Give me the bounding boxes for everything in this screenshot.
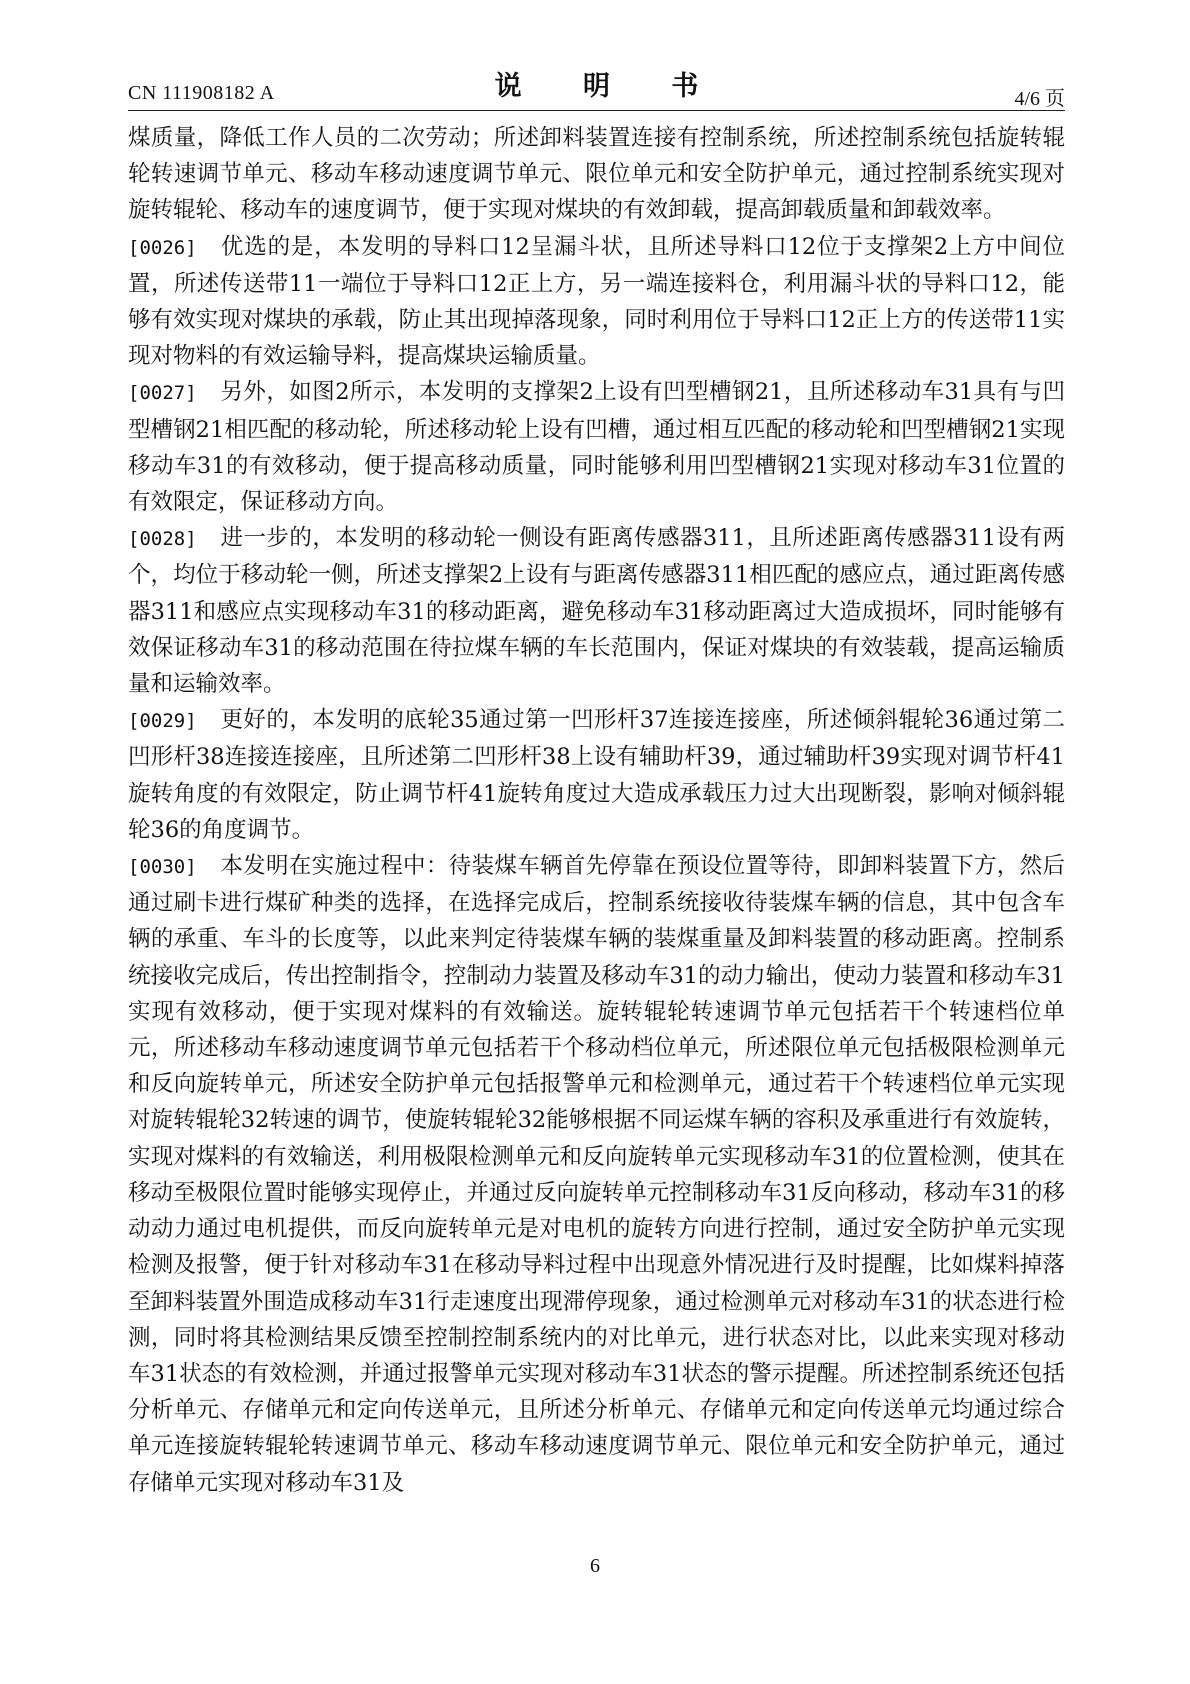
paragraph-0029 <box>128 702 1065 848</box>
page-header <box>128 64 1065 108</box>
paragraph-text: 优选的是，本发明的导料口12呈漏斗状，且所述导料口12位于支撑架2上方中间位置，所述传送带11一端位于导料口12正上方，另一端连接料仓，利用漏斗状的导料口12，能够有效实现对煤块的承载，防止其出现掉落现象，同时利用位于导料口12正上方的传送带11实现对物料的有效运输导料，提高煤块运输质量。 <box>128 233 1065 370</box>
paragraph-text: 本发明在实施过程中：待装煤车辆首先停靠在预设位置等待，即卸料装置下方，然后通过刷卡进行煤矿种类的选择，在选择完成后，控制系统接收待装煤车辆的信息，其中包含车辆的承重、车斗的长度等，以此来判定待装煤车辆的装煤重量及卸料装置的移动距离。控制系统接收完成后，传出控制指令，控制动力装置及移动车31的动力输出，使动力装置和移动车31实现有效移动，便于实现对煤料的有效输送。旋转辊轮转速调节单元包括若干个转速档位单元，所述移动车移动速度调节单元包括若干个移动档位单元，所述限位单元包括极限检测单元和反向旋转单元，所述安全防护单元包括报警单元和检测单元，通过若干个转速档位单元实现对旋转辊轮32转速的调节，使旋转辊轮32能够根据不同运煤车辆的容积及承重进行有效旋转，实现对煤料的有效输送，利用极限检测单元和反向旋转单元实现移动车31的位置检测，使其在移动至极限位置时能够实现停止，并通过反向旋转单元控制移动车31反向移动，移动车31的移动动力通过电机提供，而反向旋转单元是对电机的旋转方向进行控制，通过安全防护单元实现检测及报警，便于针对移动车31在移动导料过程中出现意外情况进行及时提醒，比如煤料掉落至卸料装置外围造成移动车31行走速度出现滞停现象，通过检测单元对移动车31的状态进行检测，同时将其检测结果反馈至控制控制系统内的对比单元，进行状态对比，以此来实现对移动车31状态的有效检测，并通过报警单元实现对移动车31状态的警示提醒。所述控制系统还包括分析单元、存储单元和定向传送单元，且所述分析单元、存储单元和定向传送单元均通过综合单元连接旋转辊轮转速调节单元、移动车移动速度调节单元、限位单元和安全防护单元，通过存储单元实现对移动车31及 <box>128 853 1065 1496</box>
paragraph-number: [0027] <box>128 382 197 405</box>
paragraph-0027 <box>128 374 1065 520</box>
page-indicator: 4/6 页 <box>1014 88 1065 110</box>
body-text <box>128 120 1065 1501</box>
publication-number: CN 111908182 A <box>128 82 275 104</box>
page-number: 6 <box>590 1555 600 1577</box>
paragraph-0028 <box>128 520 1065 702</box>
paragraph-number: [0030] <box>128 856 197 879</box>
document-title: 说 明 书 <box>494 71 725 102</box>
paragraph-continued <box>128 120 1065 229</box>
paragraph-text: 更好的，本发明的底轮35通过第一凹形杆37连接连接座，所述倾斜辊轮36通过第二凹形杆38连接连接座，且所述第二凹形杆38上设有辅助杆39，通过辅助杆39实现对调节杆41旋转角度的有效限定，防止调节杆41旋转角度过大造成承载压力过大出现断裂，影响对倾斜辊轮36的角度调节。 <box>128 707 1065 843</box>
paragraph-0026 <box>128 229 1065 375</box>
paragraph-number: [0026] <box>128 236 197 259</box>
paragraph-number: [0028] <box>128 528 197 551</box>
header-rule <box>128 110 1065 111</box>
paragraph-number: [0029] <box>128 710 197 733</box>
paragraph-text: 另外，如图2所示，本发明的支撑架2上设有凹型槽钢21，且所述移动车31具有与凹型槽钢21相匹配的移动轮，所述移动轮上设有凹槽，通过相互匹配的移动轮和凹型槽钢21实现移动车31的有效移动，便于提高移动质量，同时能够利用凹型槽钢21实现对移动车31位置的有效限定，保证移动方向。 <box>128 379 1065 516</box>
paragraph-text: 进一步的，本发明的移动轮一侧设有距离传感器311，且所述距离传感器311设有两个，均位于移动轮一侧，所述支撑架2上设有与距离传感器311相匹配的感应点，通过距离传感器311和感应点实现移动车31的移动距离，避免移动车31移动距离过大造成损坏，同时能够有效保证移动车31的移动范围在待拉煤车辆的车长范围内，保证对煤块的有效装载，提高运输质量和运输效率。 <box>128 525 1065 698</box>
paragraph-0030 <box>128 848 1065 1501</box>
paragraph-text: 煤质量，降低工作人员的二次劳动；所述卸料装置连接有控制系统，所述控制系统包括旋转辊轮转速调节单元、移动车移动速度调节单元、限位单元和安全防护单元，通过控制系统实现对旋转辊轮、移动车的速度调节，便于实现对煤块的有效卸载，提高卸载质量和卸载效率。 <box>128 125 1065 224</box>
